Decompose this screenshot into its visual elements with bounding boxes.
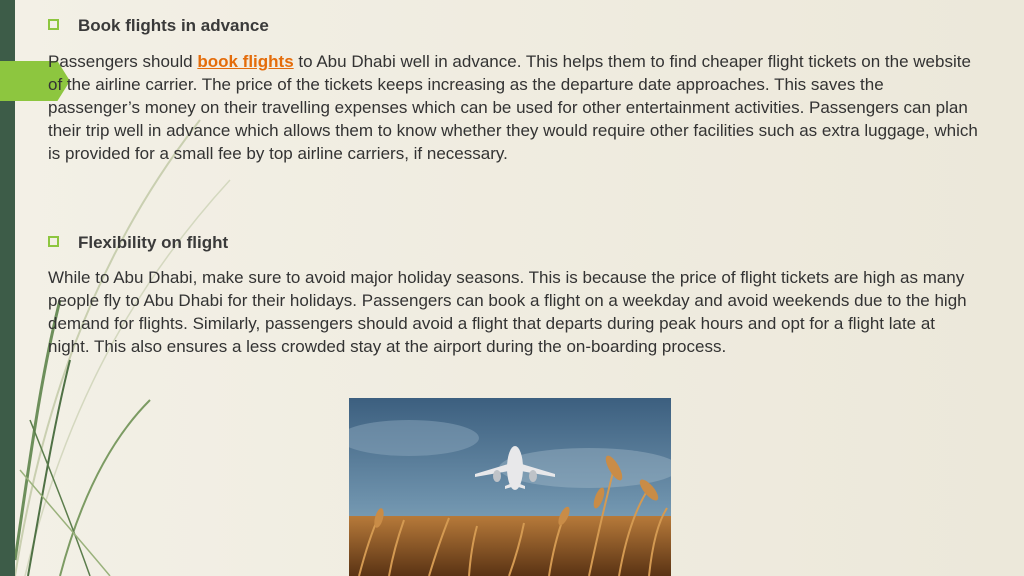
airplane-wheat-photo — [349, 398, 671, 576]
section1-heading: Book flights in advance — [78, 16, 269, 35]
square-bullet-icon — [48, 236, 59, 247]
section1-para-prefix: Passengers should — [48, 52, 198, 71]
square-bullet-icon — [48, 19, 59, 30]
section1-para-rest: to Abu Dhabi well in advance. This helps them to find cheaper flight tickets on the website of the airline carrier. The price of the tickets keeps increasing as the departure date approaches. This saves the passenger’s money on their travelling expenses which can be used for other entertainment activities. Passengers can plan their trip well in advance which allows them to know whether they would require other facilities such as extra luggage, which is provided for a small fee by top airline carriers, if necessary. — [48, 52, 978, 163]
section2-heading: Flexibility on flight — [78, 233, 229, 252]
section1-paragraph — [48, 50, 978, 165]
section2-paragraph: While to Abu Dhabi, make sure to avoid major holiday seasons. This is because the price of flight tickets are high as many people fly to Abu Dhabi for their holidays. Passengers can book a flight on a weekday and avoid weekends due to the high demand for flights. Similarly, passengers should avoid a flight that departs during peak hours and opt for a flight late at night. This also ensures a less crowded stay at the airport during the on-boarding process. — [48, 268, 967, 356]
book-flights-link[interactable]: book flights — [197, 52, 294, 71]
airplane-photo-illustration — [349, 398, 671, 576]
